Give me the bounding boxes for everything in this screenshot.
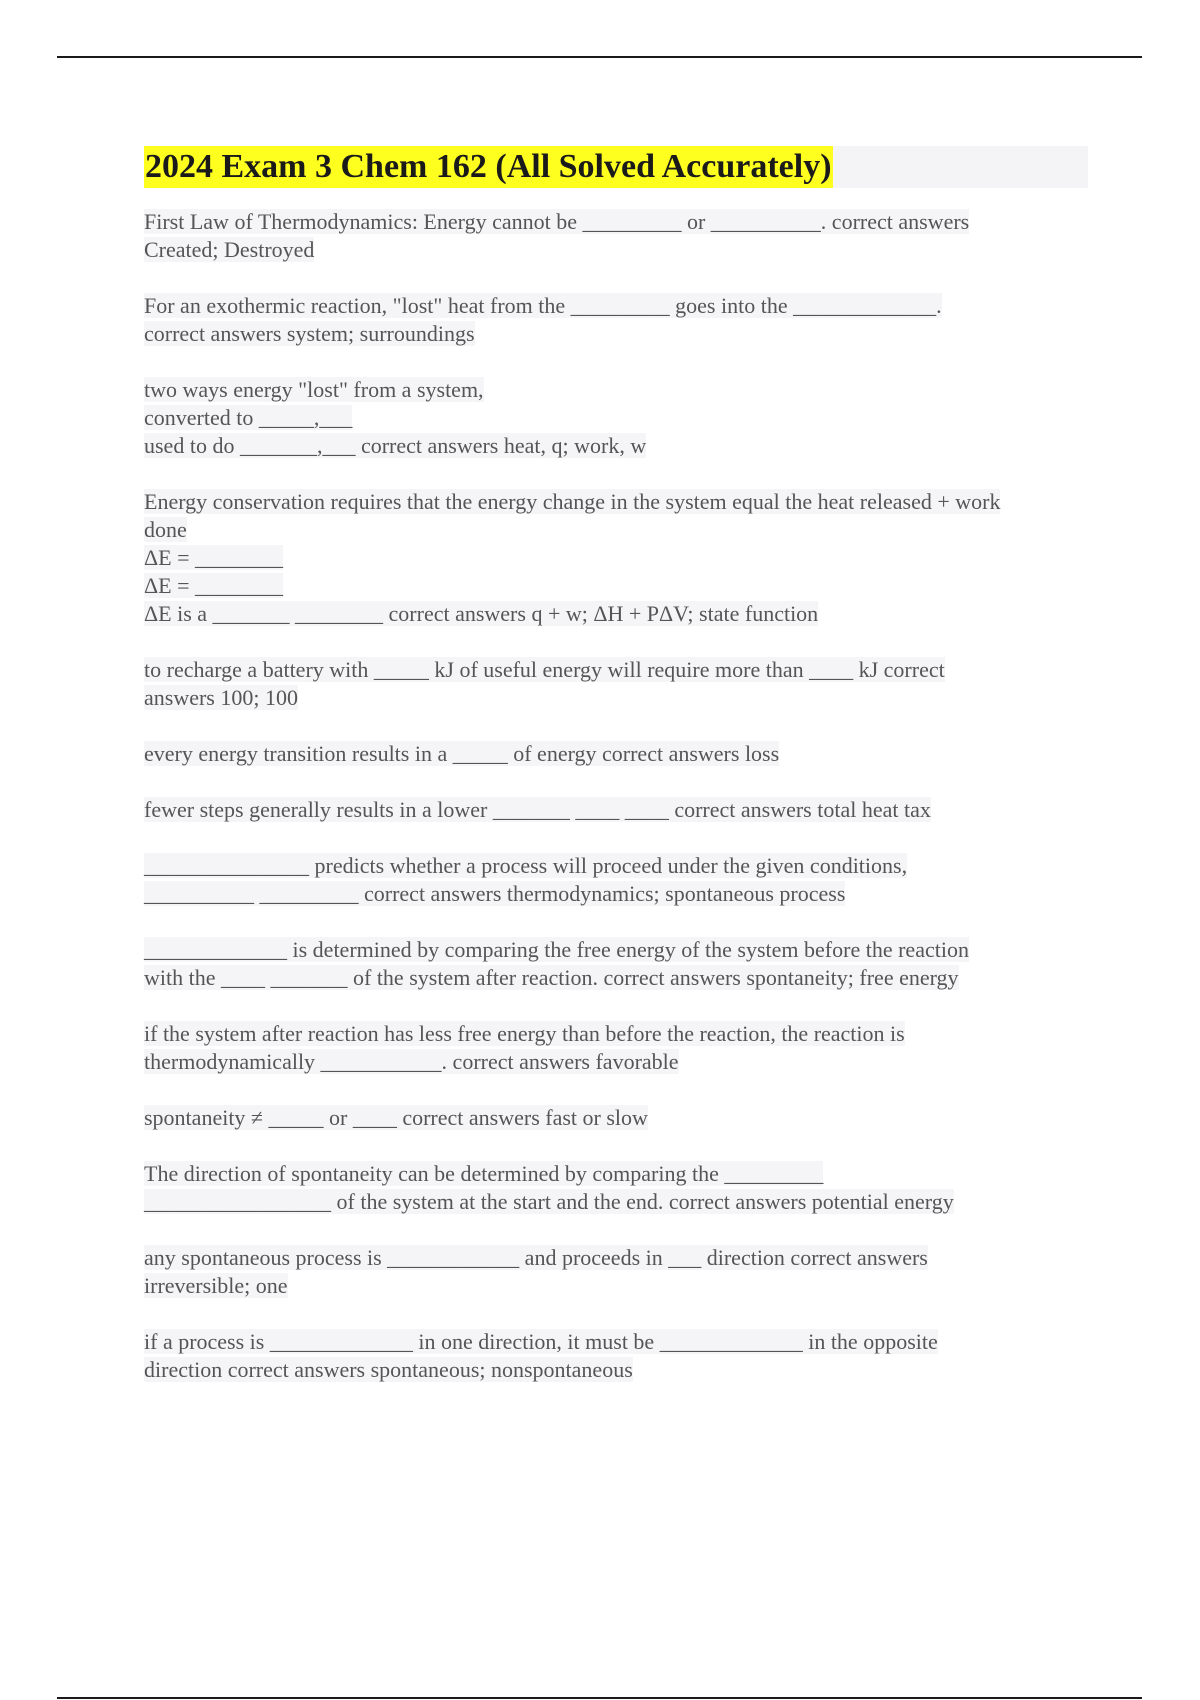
question-block bbox=[144, 1328, 1088, 1384]
question-text: _____________ is determined by comparing the free energy of the system before the reaction bbox=[144, 937, 969, 962]
question-line bbox=[144, 404, 1088, 432]
question-text: every energy transition results in a _____ of energy correct answers loss bbox=[144, 741, 780, 766]
question-line bbox=[144, 852, 1088, 880]
question-line bbox=[144, 1020, 1088, 1048]
question-text: used to do _______,___ correct answers heat, q; work, w bbox=[144, 433, 647, 458]
question-line bbox=[144, 1356, 1088, 1384]
document-title: 2024 Exam 3 Chem 162 (All Solved Accurately) bbox=[144, 146, 833, 188]
question-line bbox=[144, 936, 1088, 964]
question-line bbox=[144, 1160, 1088, 1188]
question-line bbox=[144, 236, 1088, 264]
question-line bbox=[144, 488, 1088, 516]
question-block bbox=[144, 208, 1088, 264]
question-text: direction correct answers spontaneous; nonspontaneous bbox=[144, 1357, 633, 1382]
question-line bbox=[144, 516, 1088, 544]
question-line bbox=[144, 684, 1088, 712]
question-text: with the ____ _______ of the system after reaction. correct answers spontaneity; free energy bbox=[144, 965, 959, 990]
question-block bbox=[144, 656, 1088, 712]
question-text: ΔE = ________ bbox=[144, 545, 283, 570]
question-line bbox=[144, 1048, 1088, 1076]
question-line bbox=[144, 1272, 1088, 1300]
question-block bbox=[144, 796, 1088, 824]
question-line bbox=[144, 740, 1088, 768]
question-text: Created; Destroyed bbox=[144, 237, 315, 262]
question-text: if the system after reaction has less free energy than before the reaction, the reaction is bbox=[144, 1021, 905, 1046]
question-block bbox=[144, 936, 1088, 992]
question-text: First Law of Thermodynamics: Energy cannot be _________ or __________. correct answers bbox=[144, 209, 970, 234]
question-line bbox=[144, 208, 1088, 236]
question-block bbox=[144, 852, 1088, 908]
question-text: answers 100; 100 bbox=[144, 685, 298, 710]
question-block bbox=[144, 1104, 1088, 1132]
question-line bbox=[144, 964, 1088, 992]
question-block bbox=[144, 376, 1088, 460]
question-text: ΔE is a _______ ________ correct answers q + w; ΔH + PΔV; state function bbox=[144, 601, 819, 626]
question-line bbox=[144, 1104, 1088, 1132]
question-block bbox=[144, 292, 1088, 348]
question-text: __________ _________ correct answers thermodynamics; spontaneous process bbox=[144, 881, 846, 906]
question-text: spontaneity ≠ _____ or ____ correct answers fast or slow bbox=[144, 1105, 648, 1130]
question-line bbox=[144, 1244, 1088, 1272]
question-block bbox=[144, 488, 1088, 628]
question-line bbox=[144, 880, 1088, 908]
question-text: done bbox=[144, 517, 187, 542]
question-block bbox=[144, 740, 1088, 768]
question-text: correct answers system; surroundings bbox=[144, 321, 475, 346]
question-text: The direction of spontaneity can be determined by comparing the _________ bbox=[144, 1161, 824, 1186]
question-line bbox=[144, 600, 1088, 628]
question-text: _______________ predicts whether a process will proceed under the given conditions, bbox=[144, 853, 908, 878]
question-line bbox=[144, 376, 1088, 404]
question-text: For an exothermic reaction, "lost" heat from the _________ goes into the _____________. bbox=[144, 293, 942, 318]
question-text: to recharge a battery with _____ kJ of useful energy will require more than ____ kJ correct bbox=[144, 657, 945, 682]
question-list bbox=[144, 208, 1088, 1384]
question-text: Energy conservation requires that the energy change in the system equal the heat released + work bbox=[144, 489, 1001, 514]
question-text: if a process is _____________ in one direction, it must be _____________ in the opposite bbox=[144, 1329, 938, 1354]
title-band bbox=[144, 146, 1088, 188]
question-line bbox=[144, 1328, 1088, 1356]
question-text: two ways energy "lost" from a system, bbox=[144, 377, 484, 402]
question-line bbox=[144, 796, 1088, 824]
question-line bbox=[144, 292, 1088, 320]
question-text: _________________ of the system at the start and the end. correct answers potential energy bbox=[144, 1189, 954, 1214]
bottom-rule bbox=[57, 1697, 1142, 1699]
question-text: irreversible; one bbox=[144, 1273, 288, 1298]
question-line bbox=[144, 544, 1088, 572]
question-block bbox=[144, 1244, 1088, 1300]
question-line bbox=[144, 320, 1088, 348]
question-line bbox=[144, 432, 1088, 460]
question-text: thermodynamically ___________. correct answers favorable bbox=[144, 1049, 679, 1074]
question-text: any spontaneous process is ____________ and proceeds in ___ direction correct answers bbox=[144, 1245, 928, 1270]
question-block bbox=[144, 1160, 1088, 1216]
question-line bbox=[144, 656, 1088, 684]
question-text: converted to _____,___ bbox=[144, 405, 353, 430]
question-line bbox=[144, 1188, 1088, 1216]
top-rule bbox=[57, 56, 1142, 58]
question-text: ΔE = ________ bbox=[144, 573, 283, 598]
document-body bbox=[144, 146, 1088, 1412]
question-block bbox=[144, 1020, 1088, 1076]
question-text: fewer steps generally results in a lower _______ ____ ____ correct answers total heat tax bbox=[144, 797, 931, 822]
question-line bbox=[144, 572, 1088, 600]
